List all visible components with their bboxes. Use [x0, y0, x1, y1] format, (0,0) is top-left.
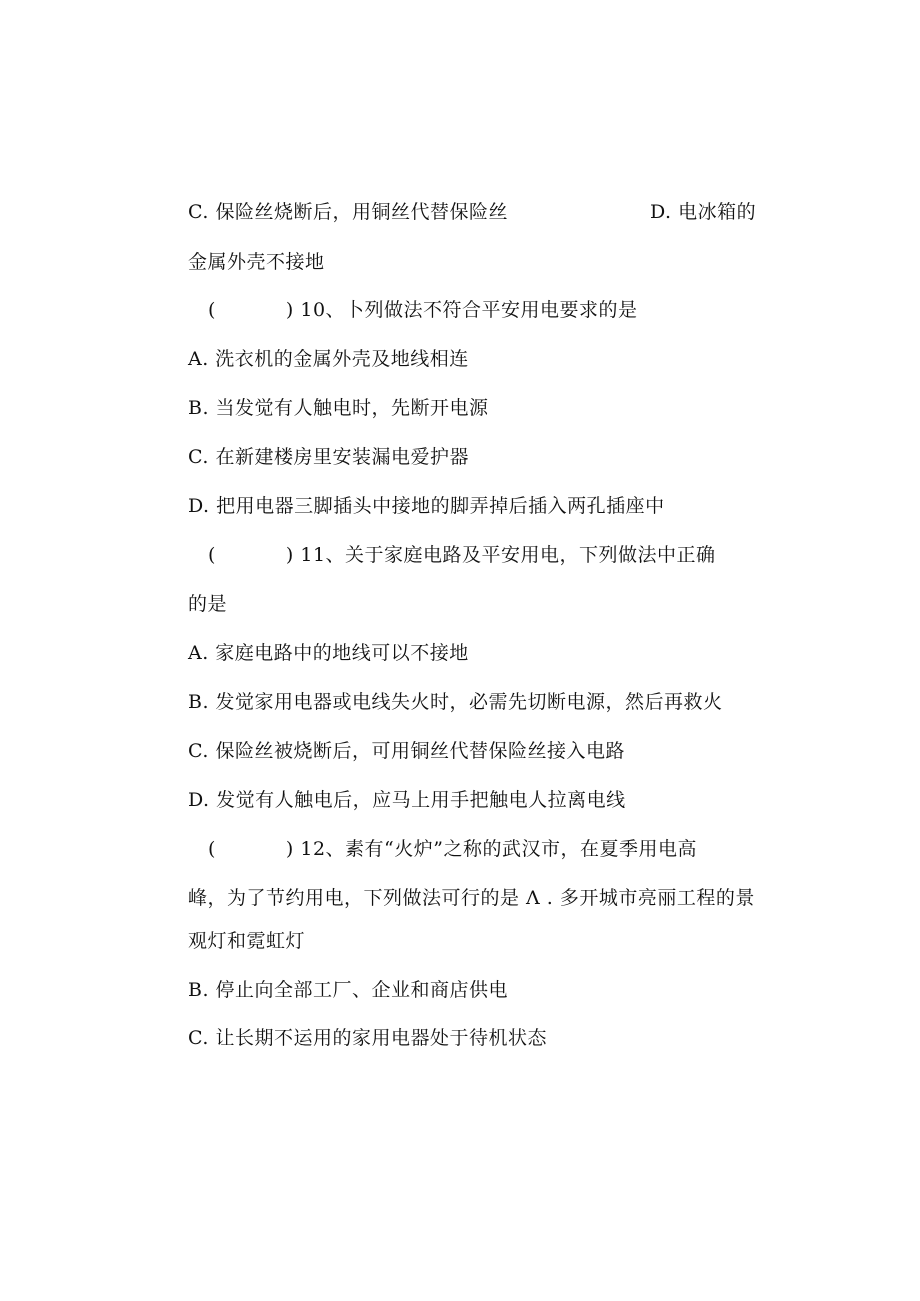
- question-11-option-b: B. 发觉家用电器或电线失火时，必需先切断电源，然后再救火: [188, 691, 723, 713]
- option-d-continuation: 金属外壳不接地: [188, 251, 325, 273]
- question-12-continuation-2: 观灯和霓虹灯: [188, 930, 306, 952]
- question-10-text: ) 10、卜列做法不符合平安用电要求的是: [285, 299, 638, 321]
- question-10-option-c: C. 在新建楼房里安装漏电爱护器: [188, 446, 469, 468]
- question-10-option-a: A. 洗衣机的金属外壳及地线相连: [188, 348, 469, 370]
- question-11-option-d: D. 发觉有人触电后，应马上用手把触电人拉离电线: [188, 789, 626, 811]
- question-12-continuation-1: 峰，为了节约用电，下列做法可行的是 Λ . 多开城市亮丽工程的景: [188, 887, 755, 909]
- question-10-option-b: B. 当发觉有人触电时，先断开电源: [188, 397, 489, 419]
- question-10: [208, 298, 638, 322]
- question-11-option-c: C. 保险丝被烧断后，可用铜丝代替保险丝接入电路: [188, 740, 625, 762]
- answer-blank-open: (: [208, 299, 216, 321]
- option-d-line: D. 电冰箱的: [650, 201, 757, 223]
- question-11: [208, 543, 716, 567]
- question-12: [208, 837, 697, 861]
- question-12-option-b: B. 停止向全部工厂、企业和商店供电: [188, 979, 509, 1001]
- question-12-option-c: C. 让长期不运用的家用电器处于待机状态: [188, 1027, 547, 1049]
- question-11-continuation: 的是: [188, 593, 228, 615]
- question-10-option-d: D. 把用电器三脚插头中接地的脚弄掉后插入两孔插座中: [188, 495, 665, 517]
- answer-blank-open: (: [208, 544, 216, 566]
- question-11-option-a: A. 家庭电路中的地线可以不接地: [188, 642, 469, 664]
- question-12-text: ) 12、素有“火炉”之称的武汉市，在夏季用电高: [285, 838, 697, 860]
- option-c-line: C. 保险丝烧断后，用铜丝代替保险丝: [188, 201, 508, 223]
- answer-blank-open: (: [208, 838, 216, 860]
- question-11-text: ) 11、关于家庭电路及平安用电，下列做法中正确: [285, 544, 716, 566]
